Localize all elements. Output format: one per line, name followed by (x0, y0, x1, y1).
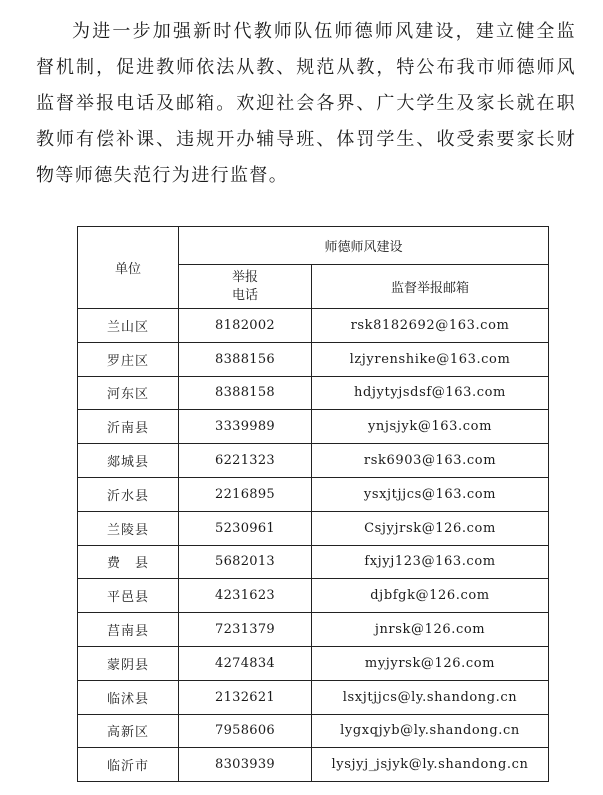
cell-phone: 7958606 (179, 714, 312, 748)
cell-unit: 河东区 (78, 376, 179, 410)
cell-email: rsk6903@163.com (312, 444, 549, 478)
cell-unit: 兰山区 (78, 309, 179, 343)
cell-unit: 沂水县 (78, 477, 179, 511)
table-row (78, 579, 549, 613)
table-row (78, 477, 549, 511)
cell-email: ysxjtjjcs@163.com (312, 477, 549, 511)
table-body (78, 309, 549, 782)
table-row (78, 342, 549, 376)
cell-phone: 6221323 (179, 444, 312, 478)
cell-email: Csjyjrsk@126.com (312, 511, 549, 545)
table-row (78, 646, 549, 680)
cell-unit: 临沭县 (78, 680, 179, 714)
cell-phone: 2132621 (179, 680, 312, 714)
cell-email: djbfgk@126.com (312, 579, 549, 613)
cell-email: jnrsk@126.com (312, 613, 549, 647)
table-row (78, 680, 549, 714)
cell-email: lysjyj_jsjyk@ly.shandong.cn (312, 748, 549, 782)
table-row (78, 545, 549, 579)
cell-unit: 高新区 (78, 714, 179, 748)
cell-unit: 兰陵县 (78, 511, 179, 545)
cell-email: ynjsjyk@163.com (312, 410, 549, 444)
cell-phone: 5230961 (179, 511, 312, 545)
intro-paragraph: 为进一步加强新时代教师队伍师德师风建设，建立健全监督机制，促进教师依法从教、规范从教，特公布我市师德师风监督举报电话及邮箱。欢迎社会各界、广大学生及家长就在职教师有偿补课、违规开办辅导班、体罚学生、收受索要家长财物等师德失范行为进行监督。 (36, 21, 576, 186)
cell-phone: 8182002 (179, 309, 312, 343)
cell-email: rsk8182692@163.com (312, 309, 549, 343)
cell-phone: 7231379 (179, 613, 312, 647)
table-row (78, 444, 549, 478)
cell-phone: 4231623 (179, 579, 312, 613)
cell-email: lzjyrenshike@163.com (312, 342, 549, 376)
cell-unit: 罗庄区 (78, 342, 179, 376)
cell-unit: 莒南县 (78, 613, 179, 647)
cell-phone: 2216895 (179, 477, 312, 511)
cell-email: lsxjtjjcs@ly.shandong.cn (312, 680, 549, 714)
cell-phone: 4274834 (179, 646, 312, 680)
cell-unit: 临沂市 (78, 748, 179, 782)
cell-phone: 8388158 (179, 376, 312, 410)
cell-unit: 平邑县 (78, 579, 179, 613)
cell-phone: 8388156 (179, 342, 312, 376)
header-unit: 单位 (78, 227, 179, 309)
cell-unit: 蒙阴县 (78, 646, 179, 680)
table-row (78, 511, 549, 545)
cell-email: myjyrsk@126.com (312, 646, 549, 680)
cell-phone: 8303939 (179, 748, 312, 782)
cell-unit: 郯城县 (78, 444, 179, 478)
table-row (78, 714, 549, 748)
header-email: 监督举报邮箱 (312, 265, 549, 309)
cell-unit: 沂南县 (78, 410, 179, 444)
header-phone: 举报 电话 (179, 265, 312, 309)
cell-email: fxjyj123@163.com (312, 545, 549, 579)
table-row (78, 613, 549, 647)
header-group: 师德师风建设 (179, 227, 549, 265)
report-contact-table (77, 226, 549, 782)
cell-unit: 费 县 (78, 545, 179, 579)
cell-phone: 3339989 (179, 410, 312, 444)
cell-phone: 5682013 (179, 545, 312, 579)
table-row (78, 309, 549, 343)
cell-email: lygxqjyb@ly.shandong.cn (312, 714, 549, 748)
table-row (78, 748, 549, 782)
cell-email: hdjytyjsdsf@163.com (312, 376, 549, 410)
table-row (78, 376, 549, 410)
table-row (78, 410, 549, 444)
